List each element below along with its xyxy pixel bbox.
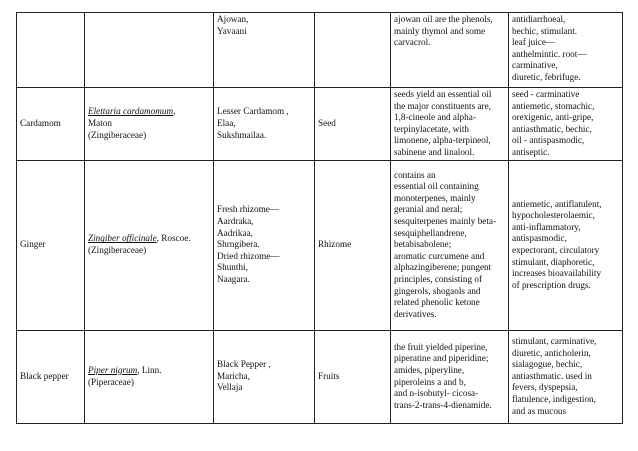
constituent-line: gingerols, shogaols and	[394, 285, 481, 296]
constituent-line: essential oil containing	[394, 181, 479, 192]
constituents-cell	[391, 160, 509, 330]
common-name-cell: Cardamom	[17, 88, 85, 161]
part-used-cell: Fruits	[315, 330, 391, 423]
uses-cell	[509, 13, 623, 88]
vernacular-line: Maricha,	[217, 370, 250, 381]
part-used-cell: Seed	[315, 88, 391, 161]
vernacular-line: Elaa,	[217, 117, 236, 128]
vernacular-names-cell	[214, 160, 315, 330]
botanical-name-cell	[85, 13, 214, 88]
use-line: carminative,	[512, 60, 558, 71]
constituent-line: related phenolic ketone	[394, 297, 480, 308]
use-line: antiemetic, antiflatulent,	[512, 198, 602, 209]
use-line: stimulant, carminative,	[512, 335, 597, 346]
uses-cell	[509, 88, 623, 161]
vernacular-line: Ajowan,	[217, 14, 249, 24]
botanical-name: Piper nigrum	[88, 364, 138, 375]
constituent-line: sesquiphellandrene,	[394, 227, 467, 238]
use-line: hypocholesterolaemic,	[512, 210, 595, 221]
uses-cell	[509, 160, 623, 330]
constituent-line: monoterpenes, mainly	[394, 192, 476, 203]
family-line: (Zingiberaceae)	[88, 129, 147, 140]
constituent-line: piperoleins a and b,	[394, 376, 466, 387]
botanical-name: Zingiber officinale	[88, 233, 157, 244]
constituents-cell	[391, 88, 509, 161]
constituents-cell	[391, 330, 509, 423]
botanical-name-cell	[85, 330, 214, 423]
constituent-line: geranial and neral;	[394, 204, 463, 215]
use-line: antispasmodic,	[512, 233, 567, 244]
use-line: anthelmintic. root—	[512, 48, 587, 59]
botanical-authority: ,	[173, 106, 176, 117]
common-name-cell	[17, 13, 85, 88]
constituent-line: contains an	[394, 169, 436, 180]
uses-cell	[509, 330, 623, 423]
botanical-name: Elettaria cardamomum	[88, 106, 174, 117]
use-line: flatulence, indigestion,	[512, 393, 596, 404]
constituent-line: alphazingiberene; pungent	[394, 262, 492, 273]
constituent-line: sesquiterpenes mainly beta-	[394, 216, 497, 227]
use-line: diuretic, anticholerin,	[512, 347, 591, 358]
constituent-line: seeds yield an essential oil	[394, 89, 492, 99]
constituent-line: mainly thymol and some	[394, 25, 486, 36]
use-line: increases bioavailability	[512, 268, 602, 279]
use-line: orexigenic, anti-gripe,	[512, 112, 594, 123]
constituents-cell	[391, 13, 509, 88]
constituent-line: betabisabolene;	[394, 239, 452, 250]
constituent-line: and n-isobutyl- cicosa-	[394, 388, 479, 399]
use-line: oil - antispasmodic,	[512, 135, 585, 146]
table-row	[17, 330, 623, 423]
constituent-line: principles, consisting of	[394, 274, 483, 285]
use-line: antidiarrhoeal,	[512, 14, 566, 24]
use-line: diuretic, febrifuge.	[512, 71, 581, 82]
constituent-line: amides, piperyline,	[394, 364, 465, 375]
constituent-line: sabinene and linalool.	[394, 146, 475, 157]
vernacular-line: Shunthi,	[217, 262, 248, 273]
vernacular-names-cell	[214, 13, 315, 88]
use-line: fevers, dyspepsia,	[512, 382, 578, 393]
use-line: of prescription drugs.	[512, 279, 591, 290]
use-line: antiasthmatic. used in	[512, 370, 592, 381]
table-row	[17, 13, 623, 88]
botanical-name-cell	[85, 160, 214, 330]
botanical-name-cell	[85, 88, 214, 161]
use-line: expectorant, circulatory	[512, 245, 600, 256]
table-row	[17, 88, 623, 161]
use-line: anti-inflammatory,	[512, 221, 581, 232]
vernacular-line: Sukshmailaa.	[217, 129, 267, 140]
use-line: antiseptic.	[512, 146, 550, 157]
part-used-cell: Rhizome	[315, 160, 391, 330]
vernacular-line: Naagara.	[217, 274, 250, 285]
family-line: (Zingiberaceae)	[88, 245, 147, 256]
vernacular-names-cell	[214, 88, 315, 161]
family-line: Maton	[88, 117, 112, 128]
constituent-line: terpinylacetate, with	[394, 123, 469, 134]
constituent-line: 1,8-cineole and alpha-	[394, 112, 476, 123]
vernacular-line: Aardraka,	[217, 216, 254, 227]
constituent-line: the fruit yielded piperine,	[394, 341, 488, 352]
use-line: leaf juice—	[512, 37, 556, 48]
vernacular-line: Lesser Cardamom ,	[217, 106, 289, 117]
vernacular-line: Fresh rhizome—	[217, 204, 280, 215]
use-line: bechic, stimulant.	[512, 25, 578, 36]
constituent-line: piperatine and piperidine;	[394, 353, 489, 364]
herb-table-body	[17, 13, 623, 424]
vernacular-line: Aadrikaa,	[217, 227, 253, 238]
use-line: antiemetic, stomachic,	[512, 100, 595, 111]
constituent-line: carvacrol.	[394, 37, 431, 48]
herb-table	[16, 12, 623, 424]
vernacular-line: Yavaani	[217, 25, 247, 36]
common-name-cell: Ginger	[17, 160, 85, 330]
vernacular-line: Shrngibera.	[217, 239, 260, 250]
constituent-line: ajowan oil are the phenols,	[394, 14, 493, 24]
part-used-cell	[315, 13, 391, 88]
table-row	[17, 160, 623, 330]
vernacular-line: Black Pepper ,	[217, 359, 271, 370]
use-line: antiasthmatic, bechic,	[512, 123, 592, 134]
botanical-authority: , Roscoe.	[156, 233, 191, 244]
vernacular-line: Dried rhizome—	[217, 250, 280, 261]
constituent-line: trans-2-trans-4-dienamide.	[394, 399, 492, 410]
vernacular-line: Vellaja	[217, 382, 243, 393]
constituent-line: the major constituents are,	[394, 100, 491, 111]
family-line: (Piperaceae)	[88, 376, 134, 387]
constituent-line: derivatives.	[394, 308, 437, 319]
use-line: seed - carminative	[512, 89, 580, 99]
use-line: sialagogue, bechic,	[512, 359, 583, 370]
botanical-authority: , Linn.	[137, 364, 162, 375]
common-name-cell: Black pepper	[17, 330, 85, 423]
use-line: stimulant, diaphoretic,	[512, 256, 595, 267]
use-line: and as mucous	[512, 405, 567, 416]
vernacular-names-cell	[214, 330, 315, 423]
constituent-line: aromatic curcumene and	[394, 250, 485, 261]
constituent-line: limonene, alpha-terpineol,	[394, 135, 491, 146]
